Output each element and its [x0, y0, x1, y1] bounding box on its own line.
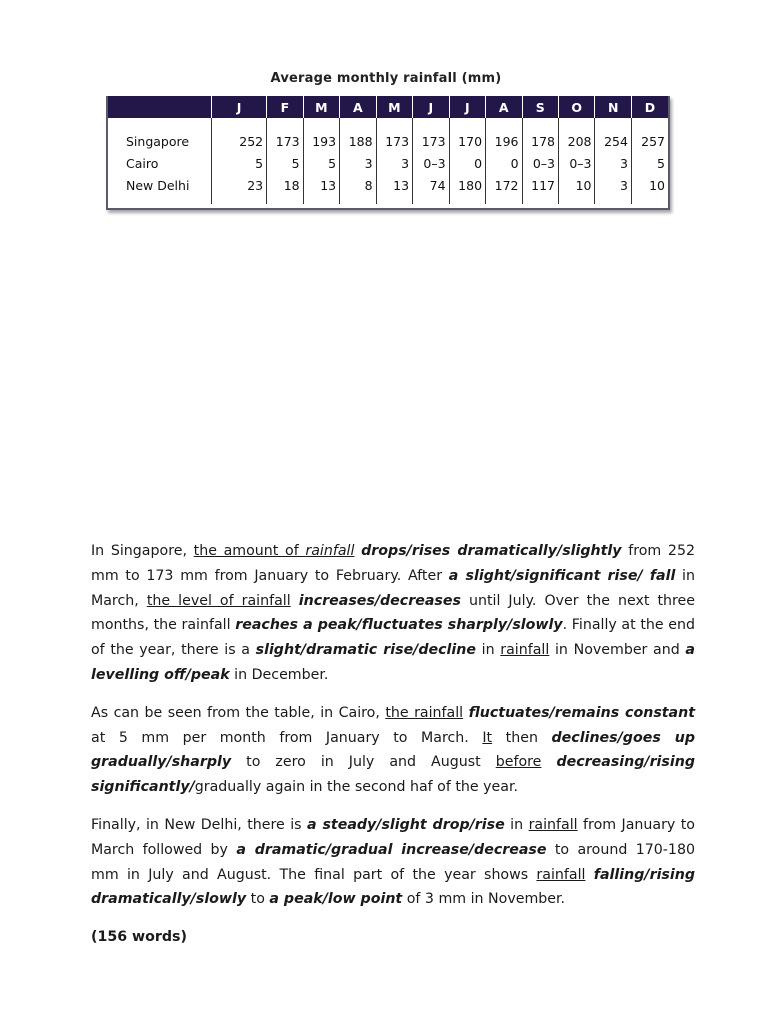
city-name: Cairo: [126, 155, 159, 171]
text: until July. Over the next three months, the rainfall: [91, 592, 695, 634]
text: As can be seen from the table, in Cairo,: [91, 704, 386, 721]
option-phrase: a slight/significant rise/ fall: [448, 567, 676, 584]
table-cell: 0: [449, 152, 485, 174]
city-name: Singapore: [126, 133, 190, 149]
table-cell: 117: [522, 174, 558, 204]
text: the amount of: [193, 543, 306, 559]
text: gradually again in the second haf of the year.: [194, 779, 518, 796]
table-cell: 254: [595, 118, 631, 152]
month-header: J: [449, 96, 485, 118]
underlined-phrase: It: [482, 729, 493, 746]
table-cell: 180: [449, 174, 485, 204]
underlined-phrase: rainfall: [536, 866, 586, 883]
table-cell: 5: [303, 152, 339, 174]
table-cell: 170: [449, 118, 485, 152]
rainfall-data-table: [108, 96, 668, 204]
table-cell: 3: [595, 152, 631, 174]
table-cell: 5: [212, 152, 267, 174]
text: from January to March followed by: [91, 816, 695, 858]
city-name: New Delhi: [126, 177, 190, 193]
table-cell: 74: [413, 174, 449, 204]
text: in December.: [229, 666, 329, 683]
text: to: [246, 891, 270, 908]
underlined-phrase: rainfall: [528, 816, 578, 833]
table-cell: 0: [486, 152, 522, 174]
table-cell: 173: [267, 118, 303, 152]
table-cell: 196: [486, 118, 522, 152]
text: at 5 mm per month from January to March.: [91, 729, 483, 746]
text: In Singapore,: [91, 543, 194, 559]
header-corner: [108, 96, 212, 118]
text: in: [476, 642, 501, 659]
month-header: F: [267, 96, 303, 118]
paragraph-cairo: [91, 701, 695, 800]
option-phrase: fluctuates/remains constant: [468, 704, 695, 721]
table-cell: 23: [212, 174, 267, 204]
month-header: S: [522, 96, 558, 118]
option-phrase: reaches a peak/fluctuates sharply/slowly: [235, 617, 563, 634]
month-header: M: [376, 96, 412, 118]
paragraph-singapore: [91, 539, 695, 688]
table-cell: 172: [486, 174, 522, 204]
option-phrase: decreasing/rising significantly/: [91, 754, 695, 796]
text: rainfall: [305, 543, 355, 559]
table-cell: 188: [340, 118, 376, 152]
table-row: [108, 174, 668, 204]
table-cell: 5: [631, 152, 668, 174]
month-header: A: [340, 96, 376, 118]
table-cell: 257: [631, 118, 668, 152]
underlined-phrase: [194, 543, 355, 559]
table-cell: 5: [267, 152, 303, 174]
essay-body: [91, 539, 695, 950]
table-cell: 18: [267, 174, 303, 204]
text: from 252 mm to 173 mm from January to February. After: [91, 543, 696, 584]
option-phrase: falling/rising dramatically/slowly: [91, 866, 695, 908]
text: in November and: [549, 642, 686, 659]
table-cell: 178: [522, 118, 558, 152]
underlined-phrase: before: [495, 754, 542, 771]
word-count: (156 words): [91, 929, 187, 946]
table-cell: 13: [376, 174, 412, 204]
month-header: O: [559, 96, 595, 118]
rainfall-table: [106, 96, 670, 210]
text: to zero in July and August: [231, 754, 496, 771]
month-header: D: [631, 96, 668, 118]
underlined-phrase: rainfall: [500, 642, 550, 659]
table-row: [108, 152, 668, 174]
table-cell: 10: [631, 174, 668, 204]
option-phrase: a peak/low point: [269, 891, 403, 908]
option-phrase: a dramatic/gradual increase/decrease: [236, 841, 547, 858]
table-cell: 208: [559, 118, 595, 152]
table-cell: 3: [376, 152, 412, 174]
text: . Finally at the end of the year, there is a: [91, 617, 696, 659]
table-header-row: [108, 96, 668, 118]
text: of 3 mm in November.: [402, 891, 566, 908]
month-header: J: [212, 96, 267, 118]
table-title: Average monthly rainfall (mm): [270, 71, 502, 86]
option-phrase: slight/dramatic rise/decline: [255, 642, 477, 659]
option-phrase: a levelling off/peak: [91, 642, 695, 683]
table-cell: 3: [340, 152, 376, 174]
table-cell: 0–3: [559, 152, 595, 174]
month-header: A: [486, 96, 522, 118]
month-header: M: [303, 96, 339, 118]
paragraph-new-delhi: [91, 813, 695, 912]
table-row: [108, 118, 668, 152]
text: Finally, in New Delhi, there is: [91, 816, 308, 833]
table-cell: 8: [340, 174, 376, 204]
month-header: J: [413, 96, 449, 118]
option-phrase: drops/rises dramatically/slightly: [361, 543, 622, 559]
text: in March,: [91, 567, 695, 609]
underlined-phrase: the level of rainfall: [146, 592, 291, 609]
text: to around 170-180 mm in July and August. The final part of the year shows: [91, 841, 695, 883]
table-cell: 10: [559, 174, 595, 204]
option-phrase: increases/decreases: [298, 592, 461, 609]
table-cell: 0–3: [522, 152, 558, 174]
table-cell: 3: [595, 174, 631, 204]
table-cell: 0–3: [413, 152, 449, 174]
table-cell: 193: [303, 118, 339, 152]
table-cell: 173: [413, 118, 449, 152]
text: then: [492, 729, 552, 746]
text: in: [504, 816, 529, 833]
option-phrase: declines/goes up gradually/sharply: [91, 729, 696, 771]
table-cell: 13: [303, 174, 339, 204]
option-phrase: a steady/slight drop/rise: [307, 816, 505, 833]
underlined-phrase: the rainfall: [385, 704, 464, 721]
table-cell: 252: [212, 118, 267, 152]
table-cell: 173: [376, 118, 412, 152]
month-header: N: [595, 96, 631, 118]
